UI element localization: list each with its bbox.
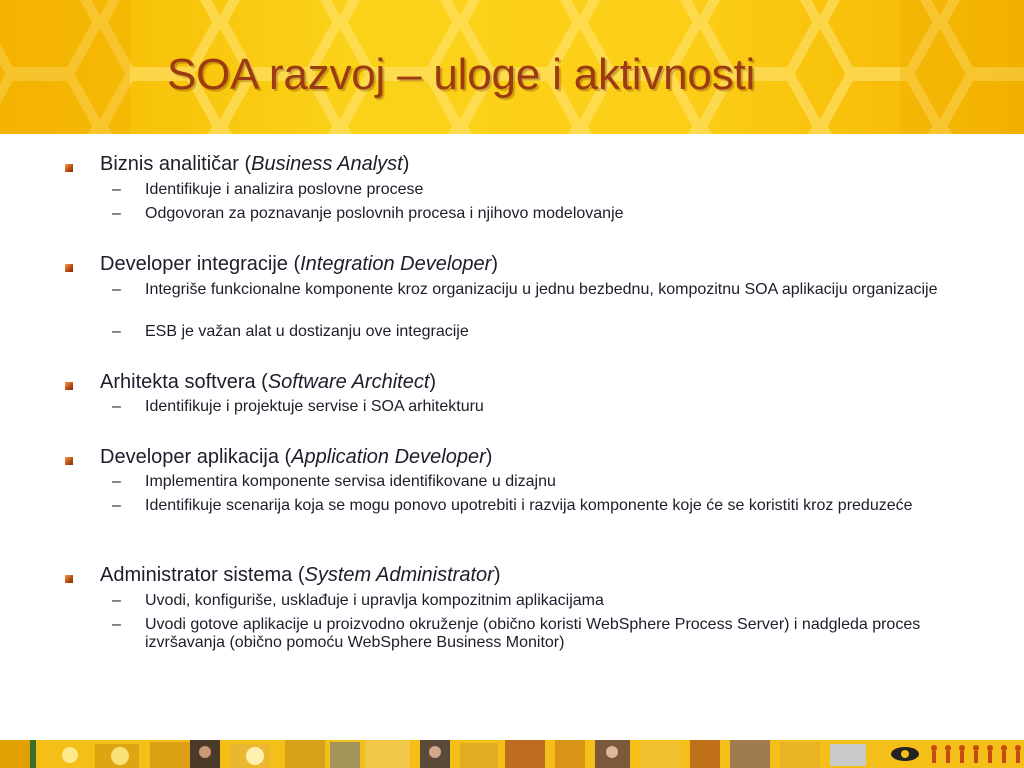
list-item xyxy=(112,205,975,223)
section-system-administrator xyxy=(100,564,500,587)
square-bullet-icon xyxy=(65,575,73,583)
slide-title: SOA razvoj – uloge i aktivnosti xyxy=(167,50,756,99)
section-heading: Administrator sistema ( xyxy=(100,564,305,586)
section-heading-english: Application Developer xyxy=(291,446,486,468)
section-heading: Developer aplikacija ( xyxy=(100,446,292,468)
dash-bullet: – xyxy=(112,592,121,609)
list-item-text: ESB je važan alat u dostizanju ove integracije xyxy=(145,323,469,340)
section-heading: Biznis analitičar ( xyxy=(100,153,252,175)
lightbulb-icon xyxy=(62,747,78,763)
section-business-analyst xyxy=(100,153,409,176)
list-item-text: Uvodi gotove aplikacije u proizvodno okruženje (obično koristi WebSphere Process Server) i nadgleda proces izvršavanja (obično pomoću WebSphere Business Monitor) xyxy=(145,616,921,651)
section-application-developer xyxy=(100,446,492,469)
person-photo-icon xyxy=(330,742,360,768)
dash-bullet: – xyxy=(112,398,121,415)
list-item-text: Uvodi, konfiguriše, usklađuje i upravlja kompozitnim aplikacijama xyxy=(145,592,604,609)
square-bullet-icon xyxy=(65,264,73,272)
section-heading-english: Integration Developer xyxy=(300,253,492,275)
list-item-text: Identifikuje scenarija koja se mogu ponovo upotrebiti i razvija komponente koje će se koristiti kroz preduzeće xyxy=(145,497,913,514)
list-item xyxy=(112,473,975,491)
list-item xyxy=(112,323,975,341)
list-item xyxy=(112,592,975,610)
list-item-text: Odgovoran za poznavanje poslovnih procesa i njihovo modelovanje xyxy=(145,205,624,222)
section-integration-developer xyxy=(100,253,498,276)
dash-bullet: – xyxy=(112,205,121,222)
keyboard-icon xyxy=(830,744,866,766)
list-item-text: Identifikuje i analizira poslovne procese xyxy=(145,181,424,198)
footer-photo-strip xyxy=(0,740,1024,768)
list-item-text: Integriše funkcionalne komponente kroz organizaciju u jednu bezbednu, kompozitnu SOA aplikaciju organizacije xyxy=(145,281,938,298)
section-heading-close: ) xyxy=(429,371,437,393)
section-heading-close: ) xyxy=(491,253,499,275)
list-item xyxy=(112,398,975,416)
dash-bullet: – xyxy=(112,281,121,298)
section-heading: Arhitekta softvera ( xyxy=(100,371,268,393)
section-heading-close: ) xyxy=(485,446,493,468)
list-item-text: Implementira komponente servisa identifikovane u dizajnu xyxy=(145,473,556,490)
list-item xyxy=(112,497,975,515)
section-heading-english: Business Analyst xyxy=(251,153,403,175)
dash-bullet: – xyxy=(112,473,121,490)
section-software-architect xyxy=(100,371,436,394)
list-item xyxy=(112,181,975,199)
list-item-text: Identifikuje i projektuje servise i SOA arhitekturu xyxy=(145,398,484,415)
list-item xyxy=(112,616,975,652)
dash-bullet: – xyxy=(112,181,121,198)
dash-bullet: – xyxy=(112,323,121,340)
square-bullet-icon xyxy=(65,382,73,390)
section-heading: Developer integracije ( xyxy=(100,253,301,275)
photo-strip xyxy=(0,740,1024,768)
person-photo-icon xyxy=(730,740,770,768)
section-heading-english: System Administrator xyxy=(304,564,494,586)
dash-bullet: – xyxy=(112,616,121,633)
section-heading-close: ) xyxy=(402,153,410,175)
list-item xyxy=(112,281,975,299)
section-heading-close: ) xyxy=(493,564,501,586)
square-bullet-icon xyxy=(65,164,73,172)
square-bullet-icon xyxy=(65,457,73,465)
dash-bullet: – xyxy=(112,497,121,514)
section-heading-english: Software Architect xyxy=(267,371,430,393)
